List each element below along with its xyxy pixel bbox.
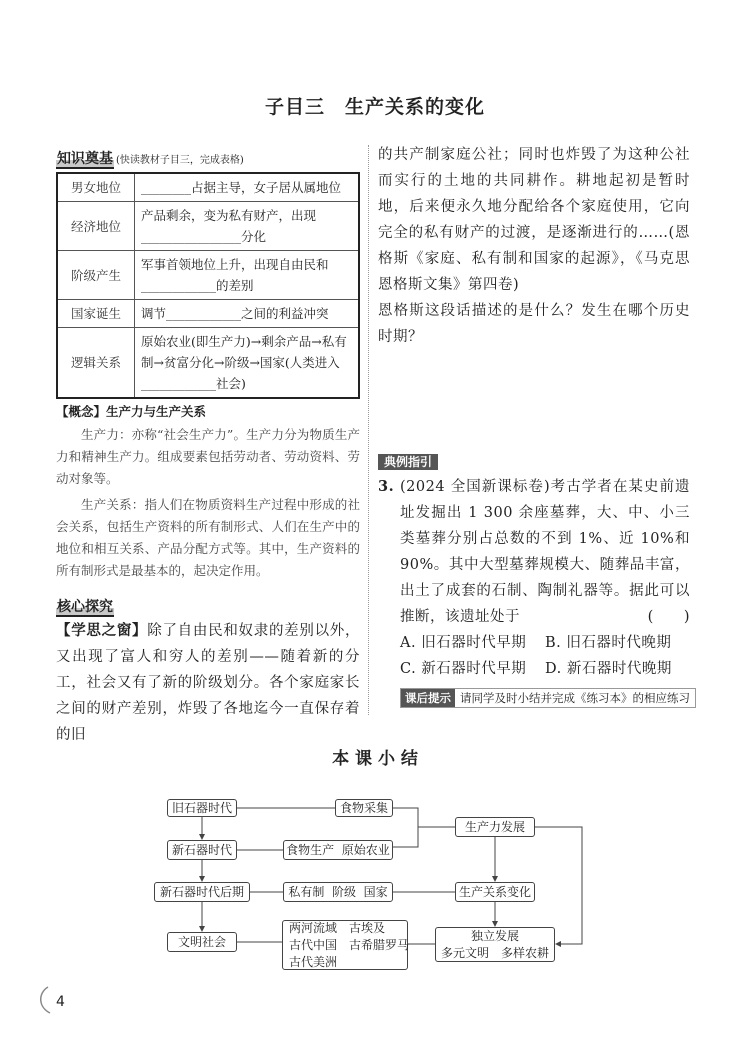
row-label: 阶级产生 <box>57 251 135 300</box>
option-a[interactable]: A. 旧石器时代早期 <box>400 635 527 651</box>
row-label: 经济地位 <box>57 202 135 251</box>
box-ancient-civilizations <box>282 920 408 970</box>
box-food-gathering: 食物采集 <box>335 799 393 817</box>
summary-heading: 本 课 小 结 <box>332 749 418 769</box>
option-b[interactable]: B. 旧石器时代晚期 <box>545 635 672 651</box>
window-label: 【学思之窗】 <box>56 623 148 639</box>
page-title: 子目三 生产关系的变化 <box>264 96 485 118</box>
row-content: ________占据主导，女子居从属地位 <box>135 173 360 202</box>
row-label: 逻辑关系 <box>57 328 135 399</box>
box-private-class-state: 私有制 阶级 国家 <box>283 882 393 902</box>
civs-line: 古代美洲 <box>289 954 338 969</box>
knowledge-note: (快读教材子目三，完成表格) <box>116 155 244 166</box>
box-old-stone-age: 旧石器时代 <box>167 799 237 817</box>
core-heading: 核心探究 <box>57 599 113 615</box>
row-label: 国家诞生 <box>57 300 135 328</box>
option-c[interactable]: C. 新石器时代早期 <box>400 661 527 677</box>
box-civilized-society: 文明社会 <box>167 932 237 952</box>
core-passage-right: 的共产制家庭公社；同时也炸毁了为这种公社而实行的土地的共同耕作。耕地起初是暂时地，后来便永久地分配给各个家庭使用，它向完全的私有财产的过渡，是逐渐进行的……(恩格斯《家庭、私有制和国家的起源》，《马克思恩格斯文集》第四卷) <box>378 147 690 293</box>
civs-line: 两河流域 古埃及 <box>289 920 386 935</box>
box-late-new-stone-age: 新石器时代后期 <box>154 882 250 902</box>
knowledge-heading: 知识奠基 <box>57 151 113 167</box>
concept-productivity: 生产力：亦称“社会生产力”。生产力分为物质生产力和精神生产力。组成要素包括劳动者、劳动资料、劳动对象等。 <box>56 427 360 486</box>
question-number: 3. <box>378 478 395 495</box>
answer-bracket: ( ) <box>647 609 690 625</box>
core-passage-left: 除了自由民和奴隶的差别以外，又出现了富人和穷人的差别——随着新的分工，社会又有了新的阶级划分。各个家庭家长之间的财产差别，炸毁了各地迄今一直保存着的旧 <box>56 623 361 743</box>
tip-text: 请同学及时小结并完成《练习本》的相应练习 <box>460 691 690 705</box>
question-stem: (2024 全国新课标卷)考古学者在某史前遗址发掘出 1 300 余座墓葬，大、中、小三类墓葬分别占总数的不到 1%、近 10%和 90%。其中大型墓葬规模大、随葬品丰富，出土了成套的石制、陶制礼器等。据此可以推断，该遗址处于 <box>400 479 690 625</box>
box-productivity: 生产力发展 <box>455 817 535 837</box>
box-food-production: 食物生产 原始农业 <box>283 840 393 860</box>
civs-line: 古代中国 古希腊罗马 <box>289 937 410 952</box>
box-new-stone-age: 新石器时代 <box>167 840 237 860</box>
box-independent-development <box>435 927 555 962</box>
indep-line: 多元文明 多样农耕 <box>440 945 549 960</box>
concept-heading: 【概念】生产力与生产关系 <box>56 404 207 419</box>
row-content: 产品剩余，变为私有财产，出现________________分化 <box>135 202 360 251</box>
core-question: 恩格斯这段话描述的是什么？发生在哪个历史时期？ <box>378 303 690 345</box>
row-content: 调节____________之间的利益冲突 <box>135 300 360 328</box>
box-production-relations: 生产关系变化 <box>455 882 535 902</box>
concept-relations: 生产关系：指人们在物质资料生产过程中形成的社会关系，包括生产资料的所有制形式、人们在生产中的地位和相互关系、产品分配方式等。其中，生产资料的所有制形式是最基本的，起决定作用。 <box>56 497 360 578</box>
option-d[interactable]: D. 新石器时代晚期 <box>545 661 672 677</box>
row-content: 军事首领地位上升，出现自由民和____________的差别 <box>135 251 360 300</box>
row-label: 男女地位 <box>57 173 135 202</box>
tip-label: 课后提示 <box>401 689 455 707</box>
example-badge: 典例指引 <box>378 454 438 470</box>
row-content: 原始农业(即生产力)→剩余产品→私有制→贫富分化→阶级→国家(人类进入____________社会) <box>135 328 360 399</box>
page-number: 4 <box>56 994 65 1010</box>
indep-line: 独立发展 <box>470 928 519 943</box>
